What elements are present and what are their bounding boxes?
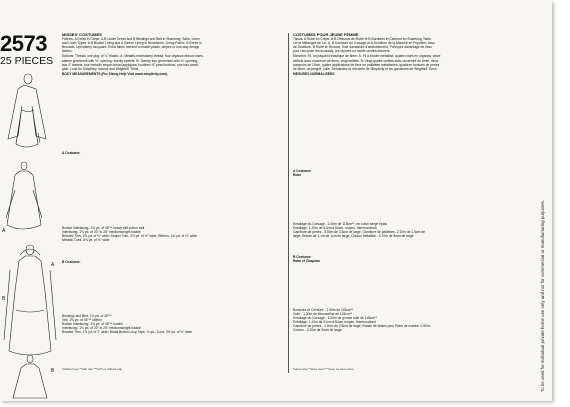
label-b-2: B (51, 368, 55, 374)
figure-a-back (7, 162, 41, 229)
english-b-section (62, 260, 286, 264)
usage-disclaimer: To be used for individual private home use only and not for commercial or manufacturing purposes. (540, 199, 545, 392)
french-robe-b: Robe et Chapeau (293, 259, 320, 264)
english-b-costume: B Costume: (62, 260, 81, 264)
french-tissus: Tissus: A Robe en Crêpe. A,B Dessous-de-Robe et B Bordures et Ceinture en Shantung, Satin, Lin et Mélanges de Lin. A, B Doublure du Corsage et A Doublure de la Manche en Popeline, tissu de Doublure. B Robe en Brocart, Soie damassée d'ameublement. Prévoyez davantage de tissu pour raccorder les écossais, les rayures ou motifs unidirectionnels. (293, 37, 435, 54)
french-a-section (293, 169, 531, 177)
figure-a-front (8, 74, 46, 147)
french-title: COSTUMES POUR JEUNE FEMME (293, 32, 359, 37)
french-mesures: MESURES NORMALISÉES (293, 71, 335, 76)
label-b: B (2, 296, 6, 302)
label-a-2: A (51, 262, 55, 268)
french-b-section (293, 255, 531, 263)
label-a: A (2, 228, 6, 234)
english-a-costume: A Costume: (62, 151, 81, 155)
figure-b-back (13, 355, 47, 398)
english-a-details: Bodice Interfacing- 1⅛ yd. of 45"** heavy stiff cotton twill Interfacing- 1⅛ yd. of 20" to 25" mediumweight fusible Beaded Trim- 2⅜ yd. of ⅜" wide; Sequin Trim- 2⅜ yd. of ⅜" wide; Ribbon- 1⅛ yd. of ⅜" wide; Metallic Cord- 6⅝ yd. of ⅛" wide (62, 226, 198, 243)
english-footnote: *without nap **with nap ***with or without nap (62, 367, 123, 371)
english-notions: Notions: Thread, one pkg. of ¼" elastic. A: Metallic embroidery thread, four organza ribbon roses, sateen grommets with ⅜" opening, twenty eyelets. B: Twenty four grommets with ⅜" opening, two 4" tassels, four metallic sequin bridal appliques, fourteen ⅜" pearl buttons, one hair comb, glue. Look for Simplicity notions and Wrights® Trims. (62, 54, 204, 71)
french-mercerie: Mercerie: Fil, un paquet d'élastique de 6mm. A: Fil à broder métallisé, quatre roses en organza, seize oeillets avec ouverture de 6mm, vingt oeillets. B: Vingt-quatre oeillets avec ouverture de 6mm, deux pompons de 10cm, quatre applications de fleur en paillettes métallisées, quatorze boutons de perles de 6mm, un peigne, colle. Demandez la mercerie de Simplicity et les garnitures de Wrights® Trims. (293, 54, 441, 71)
english-a-section (62, 151, 286, 155)
english-body-measurements: BODY MEASUREMENTS (For Sizing Help Visit www.simplicity.com) (62, 71, 168, 76)
french-footnote: *sans sens **avec sens ***avec ou sans sens (293, 367, 354, 371)
english-title: MISSES' COSTUMES (62, 32, 102, 37)
french-robe-a: Robe (293, 173, 302, 178)
pieces-count: 25 PIECES (0, 55, 54, 67)
french-b-costume: B Costume: (293, 255, 312, 259)
french-a-details: Entoilage du Corsage - 1.00m de 115cm**, en coton sergé épais Entoilage- 1.10m de 51cm à 64cm, moyen, thermocollant Garniture de perles - 3.00m de 3.8cm de large; Garniture de paillettes- 2.10m de 1.5cm de large; Ruban de 1.1m de 1cm de large; Cordon Métallisé - 5.70m de 3mm de large (293, 222, 425, 239)
english-column (62, 33, 286, 76)
column-divider (288, 33, 289, 373)
english-b-details: Bindings and Belt- 1⅛ yd. of 45"** Veil- 1⅜ yd. of 45"** chiffon Bodice Interfacing- 1⅛ yd. of 45"** muslin Interfacing- 1⅛ yd. of 20" to 25" mediumweight fusible Beaded Trim- 1⅝ yd. of 1" wide; Bridal Button Loop Tape- ⅜ yd.; Cord- 3½ yd. of ⅛" wide (62, 314, 193, 335)
costume-line-drawings (0, 70, 58, 400)
pattern-number: 2573 (0, 31, 47, 56)
figure-b-front (9, 245, 51, 355)
english-fabrics: Fabrics: A Dress in Crepe. A,B Under Dress and B Bindings and Belt in Shantung; Satin, Linen and Linen Types. A,B Bodice Lining and A Sleeve Lining in Broadcloth, Lining Fabric. B Dress in Brocade, Upholstery Jacquard. Extra fabric needed to match plaids, stripes or one-way design fabrics. (62, 37, 202, 54)
french-b-details: Bordures et Ceinture - 1.00m de 115cm** Voile - 1.30m de Mousseline de 115cm** Entoilage du Corsage - 1.20m de grosse toile de 115cm** Entoilage- 1.10m de 51cm à 64cm moyen, thermocollant Garniture de perles - 1.60m de 2.5cm de large; Ruban de brides pour Robe de mariée- 0.50m; Cordon - 3.20m de 3mm de large (293, 308, 431, 333)
french-a-costume: A Costume: (293, 169, 312, 173)
french-column (293, 33, 531, 76)
